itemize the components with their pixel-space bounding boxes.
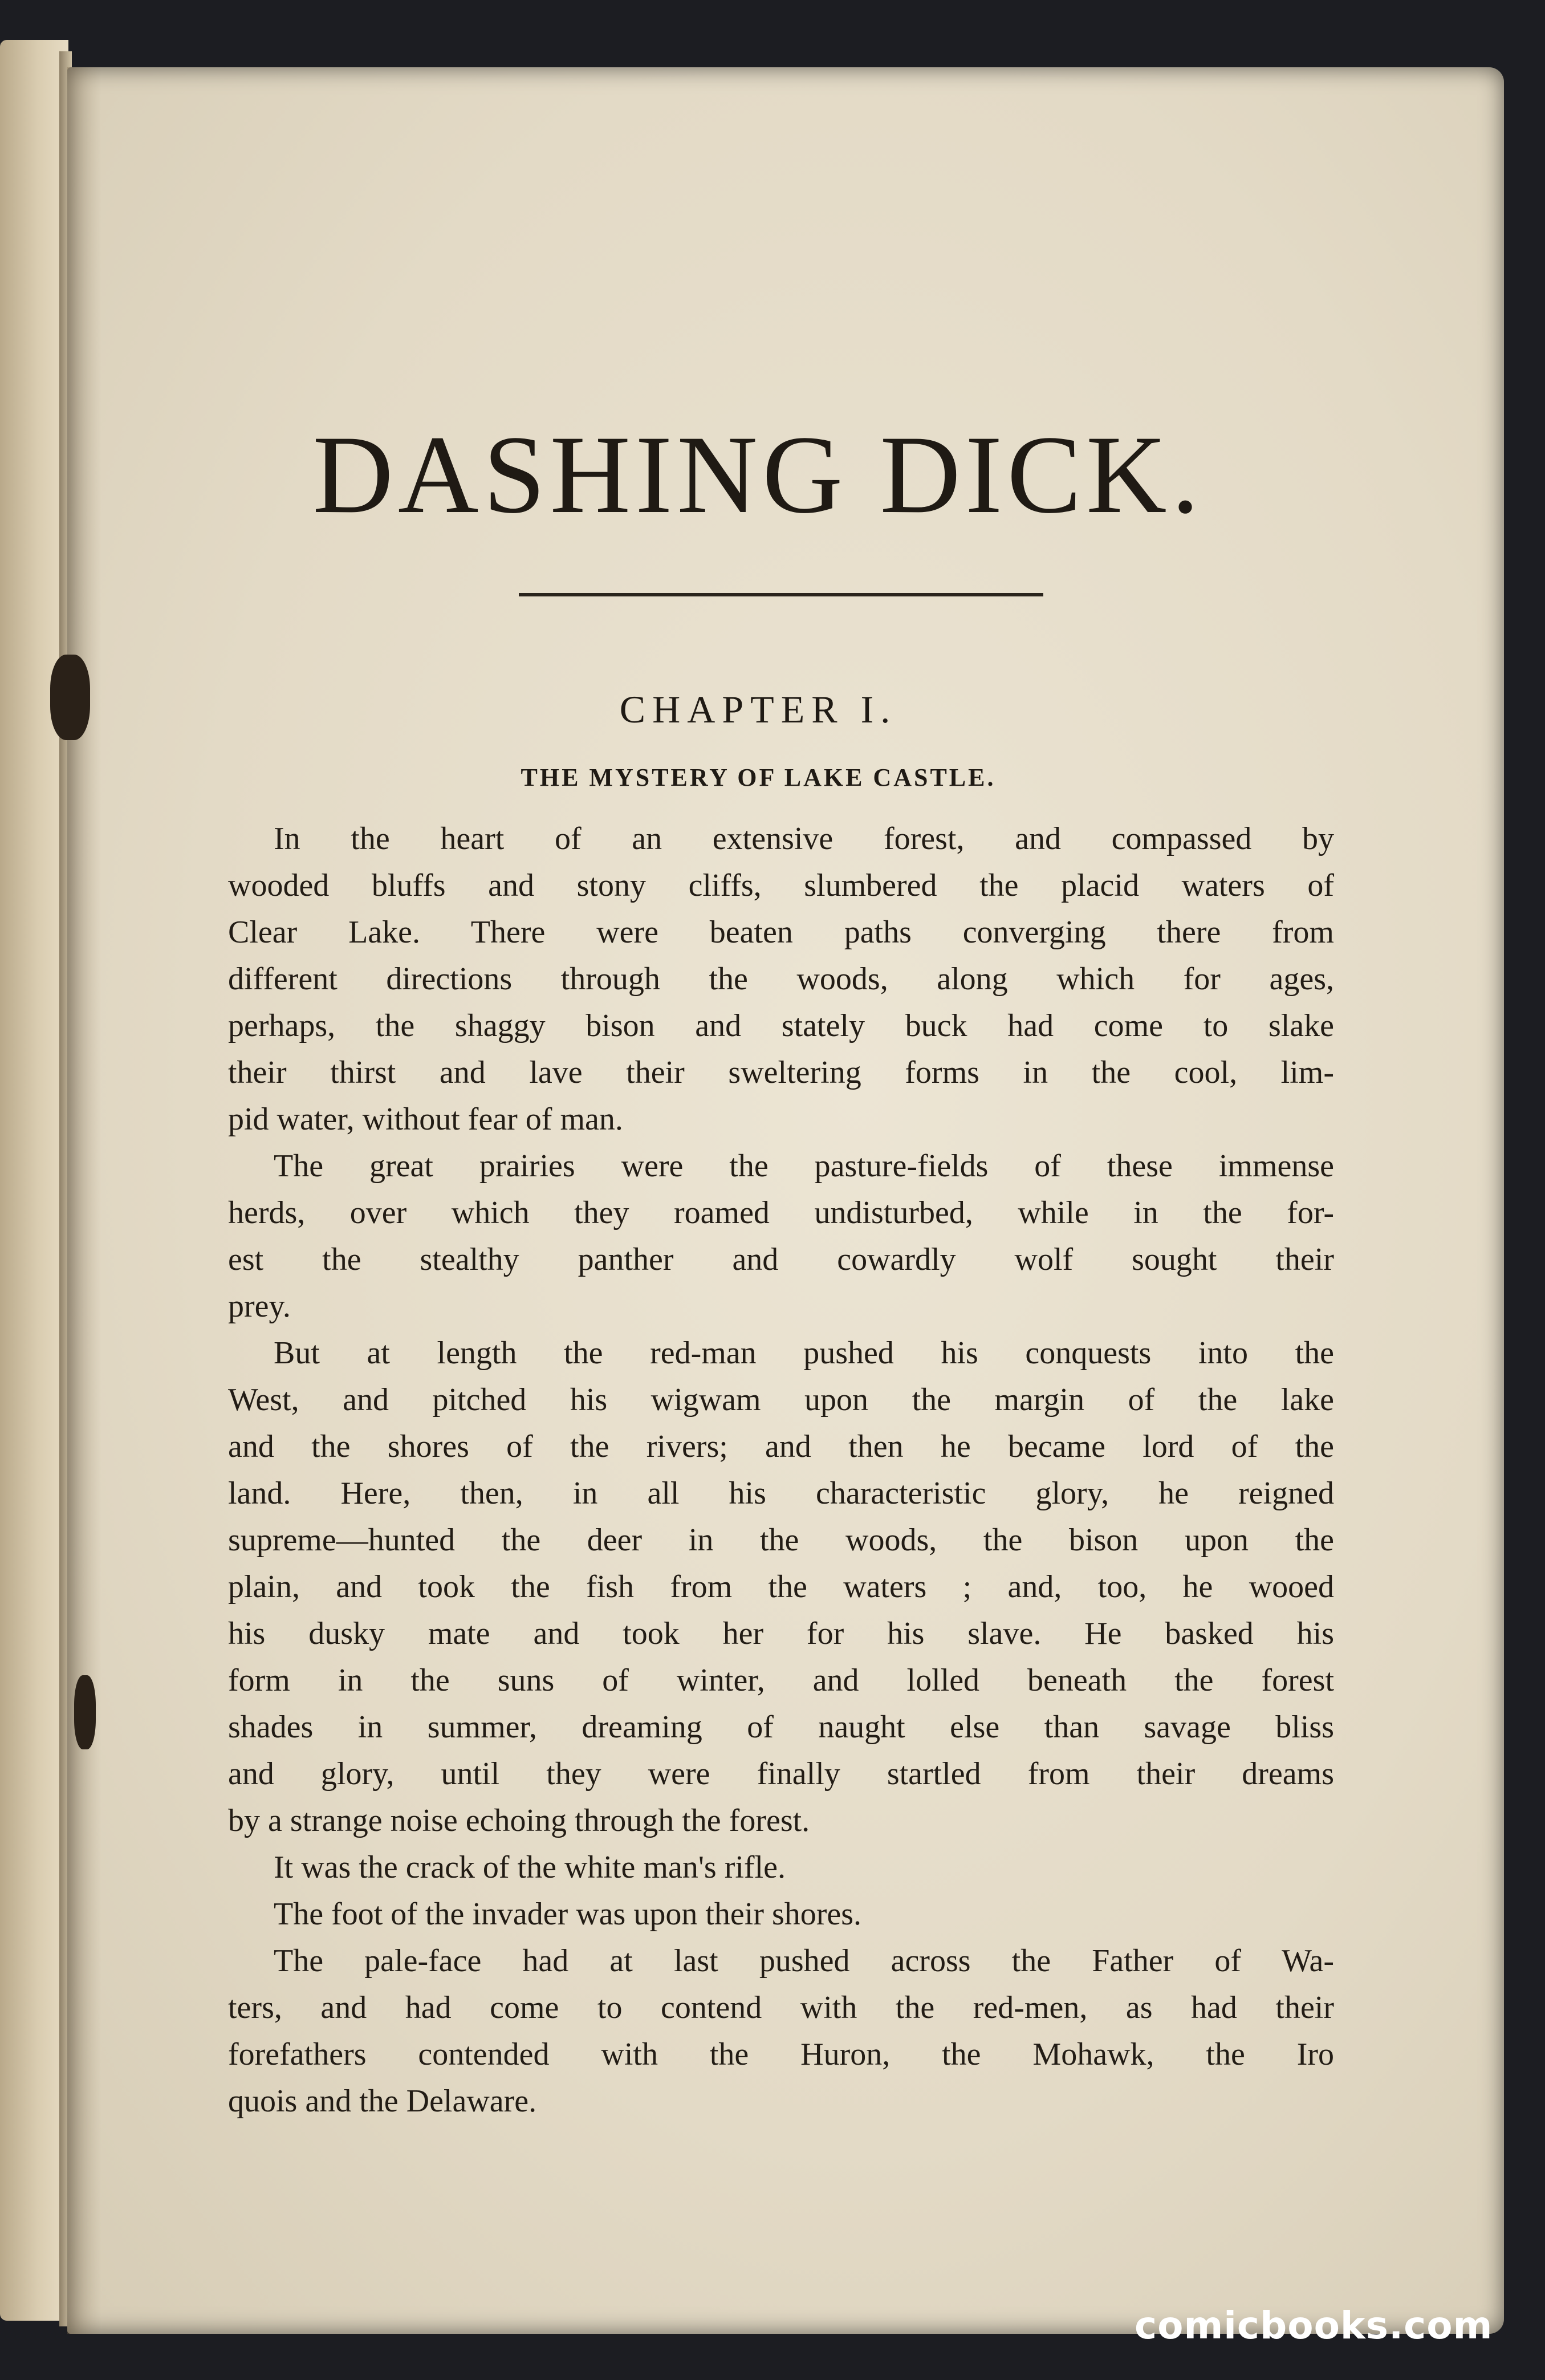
text-line: forefathers contended with the Huron, the Mohawk, the Iro bbox=[228, 2037, 1334, 2072]
text-line: and glory, until they were finally startled from their dreams bbox=[228, 1756, 1334, 1792]
title-rule bbox=[519, 593, 1043, 596]
text-line: shades in summer, dreaming of naught else than savage bliss bbox=[228, 1709, 1334, 1745]
text-line: West, and pitched his wigwam upon the margin of the lake bbox=[228, 1382, 1334, 1418]
text-line: quois and the Delaware. bbox=[228, 2083, 537, 2119]
chapter-heading: CHAPTER I. bbox=[619, 688, 897, 731]
text-line: The great prairies were the pasture-fields of these immense bbox=[274, 1148, 1334, 1184]
text-line: Clear Lake. There were beaten paths converging there from bbox=[228, 915, 1334, 950]
binding-hole-upper bbox=[50, 655, 90, 740]
text-line: pid water, without fear of man. bbox=[228, 1102, 623, 1137]
text-line: perhaps, the shaggy bison and stately buck had come to slake bbox=[228, 1008, 1334, 1043]
text-line: wooded bluffs and stony cliffs, slumbered the placid waters of bbox=[228, 868, 1334, 903]
text-line: ters, and had come to contend with the red-men, as had their bbox=[228, 1990, 1334, 2025]
left-page-edge bbox=[0, 40, 68, 2321]
binding-hole-lower bbox=[74, 1675, 96, 1749]
text-line: herds, over which they roamed undisturbed, while in the for- bbox=[228, 1195, 1334, 1230]
text-line: different directions through the woods, along which for ages, bbox=[228, 961, 1334, 997]
text-line: In the heart of an extensive forest, and compassed by bbox=[274, 821, 1334, 856]
text-line: supreme—hunted the deer in the woods, the bison upon the bbox=[228, 1522, 1334, 1558]
text-line: The foot of the invader was upon their shores. bbox=[274, 1896, 862, 1932]
text-line: by a strange noise echoing through the forest. bbox=[228, 1803, 810, 1838]
text-line: plain, and took the fish from the waters ; and, too, he wooed bbox=[228, 1569, 1334, 1605]
text-line: It was the crack of the white man's rifle. bbox=[274, 1850, 786, 1885]
text-line: their thirst and lave their sweltering forms in the cool, lim- bbox=[228, 1055, 1334, 1090]
text-line: The pale-face had at last pushed across the Father of Wa- bbox=[274, 1943, 1334, 1979]
text-line: his dusky mate and took her for his slave. He basked his bbox=[228, 1616, 1334, 1651]
book-title: DASHING DICK. bbox=[312, 413, 1204, 537]
chapter-body-text bbox=[228, 815, 1334, 2125]
text-line: est the stealthy panther and cowardly wolf sought their bbox=[228, 1242, 1334, 1277]
chapter-title: THE MYSTERY OF LAKE CASTLE. bbox=[521, 763, 996, 791]
text-line: form in the suns of winter, and lolled beneath the forest bbox=[228, 1663, 1334, 1698]
text-line: land. Here, then, in all his characteristic glory, he reigned bbox=[228, 1476, 1334, 1511]
text-line: But at length the red-man pushed his conquests into the bbox=[274, 1335, 1334, 1371]
site-watermark: comicbooks.com bbox=[1135, 2304, 1493, 2347]
text-line: prey. bbox=[228, 1289, 291, 1324]
text-line: and the shores of the rivers; and then he became lord of the bbox=[228, 1429, 1334, 1464]
